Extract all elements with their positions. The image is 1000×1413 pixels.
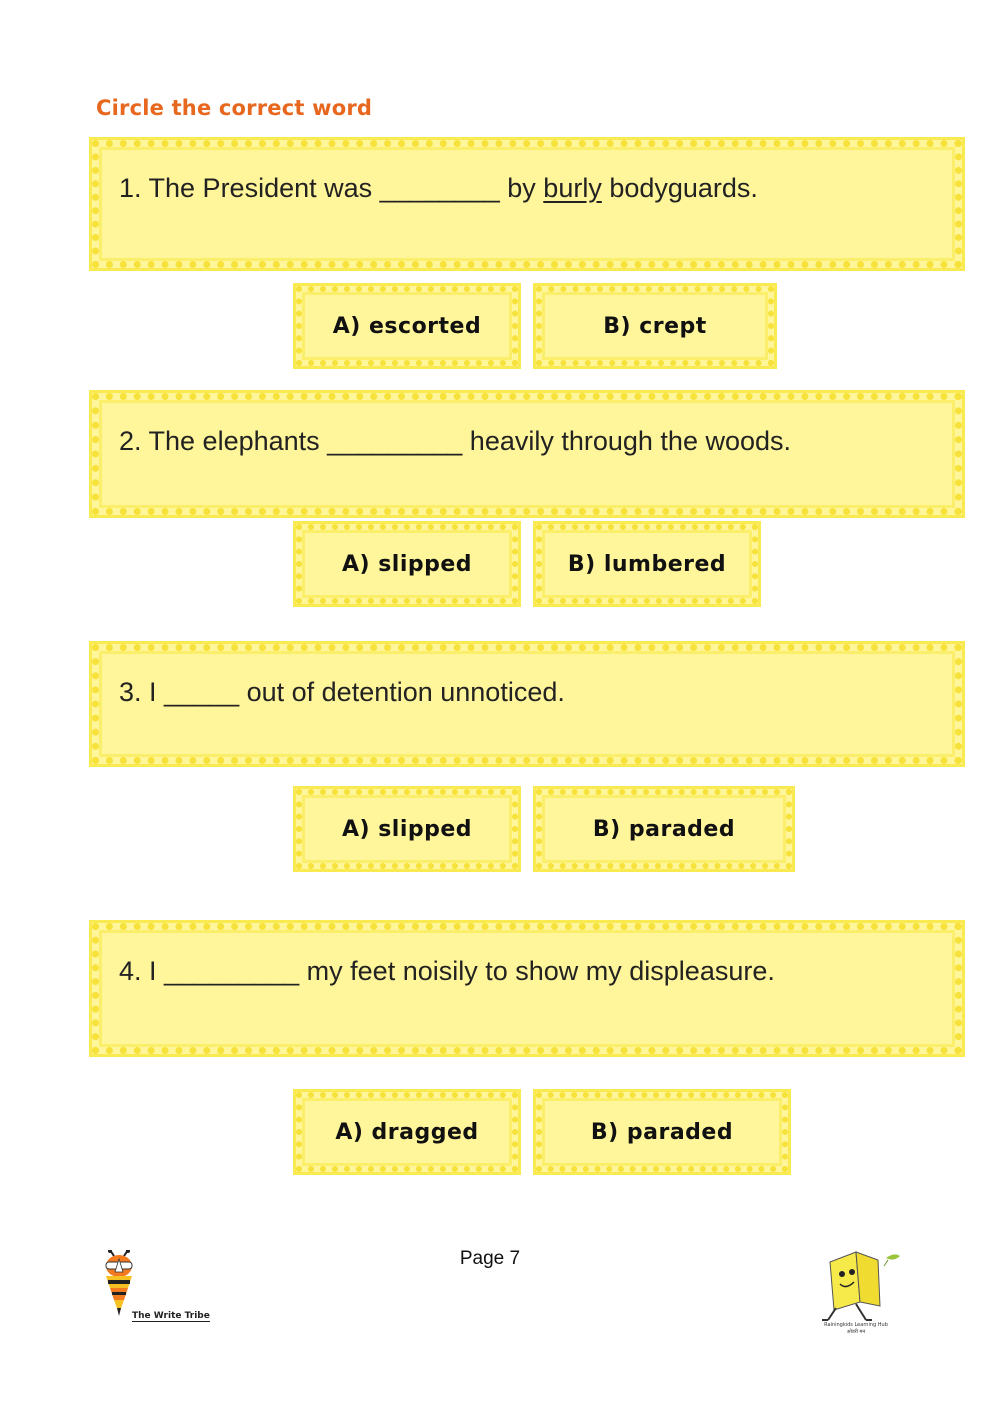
write-tribe-label: The Write Tribe — [132, 1311, 210, 1321]
book-mascot-logo-icon — [806, 1244, 906, 1324]
page-number: Page 7 — [459, 1248, 521, 1269]
question-text-2: 2. The elephants _________ heavily through the woods. — [119, 426, 792, 456]
option-4b[interactable]: B) paraded — [536, 1092, 788, 1172]
question-text-4: 4. I _________ my feet noisily to show my displeasure. — [119, 956, 775, 986]
question-text-1: 1. The President was ________ by burly bodyguards. — [119, 173, 758, 203]
instruction-heading: Circle the correct word — [96, 96, 373, 120]
question-box-3 — [92, 644, 962, 764]
question-box-2 — [92, 393, 962, 515]
option-1b[interactable]: B) crept — [536, 286, 774, 366]
option-3b[interactable]: B) paraded — [536, 789, 792, 869]
option-4a[interactable]: A) dragged — [296, 1092, 518, 1172]
learning-hub-label: Rainingkids Learning Hub ओवरी मन — [824, 1322, 888, 1335]
option-2b[interactable]: B) lumbered — [536, 524, 758, 604]
option-3a[interactable]: A) slipped — [296, 789, 518, 869]
option-2a[interactable]: A) slipped — [296, 524, 518, 604]
question-text-3: 3. I _____ out of detention unnoticed. — [119, 677, 565, 707]
question-box-1 — [92, 140, 962, 268]
option-1a[interactable]: A) escorted — [296, 286, 518, 366]
question-box-4 — [92, 923, 962, 1054]
underlined-word: burly — [543, 173, 602, 203]
